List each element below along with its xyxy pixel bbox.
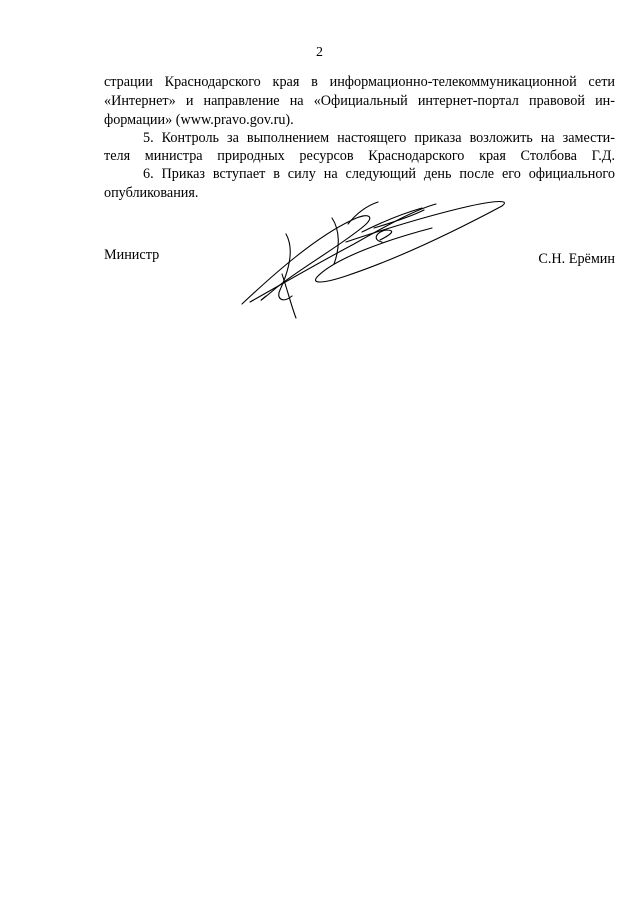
handwritten-signature: [236, 192, 516, 320]
paragraph-line: страции Краснодарского края в информационно-телекоммуникационной сети: [104, 74, 615, 90]
paragraph-line: опубликования.: [104, 185, 199, 201]
paragraph-line: «Интернет» и направление на «Официальный интернет-портал правовой ин-: [104, 93, 615, 109]
page-number: 2: [316, 45, 323, 60]
signatory-title: Министр: [104, 247, 160, 263]
signatory-name: С.Н. Ерёмин: [538, 251, 615, 267]
paragraph-line: формации» (www.pravo.gov.ru).: [104, 112, 294, 128]
paragraph-line: 6. Приказ вступает в силу на следующий день после его официального: [143, 166, 615, 182]
paragraph-line: 5. Контроль за выполнением настоящего приказа возложить на замести-: [143, 130, 615, 146]
paragraph-line: теля министра природных ресурсов Краснодарского края Столбова Г.Д.: [104, 148, 615, 164]
